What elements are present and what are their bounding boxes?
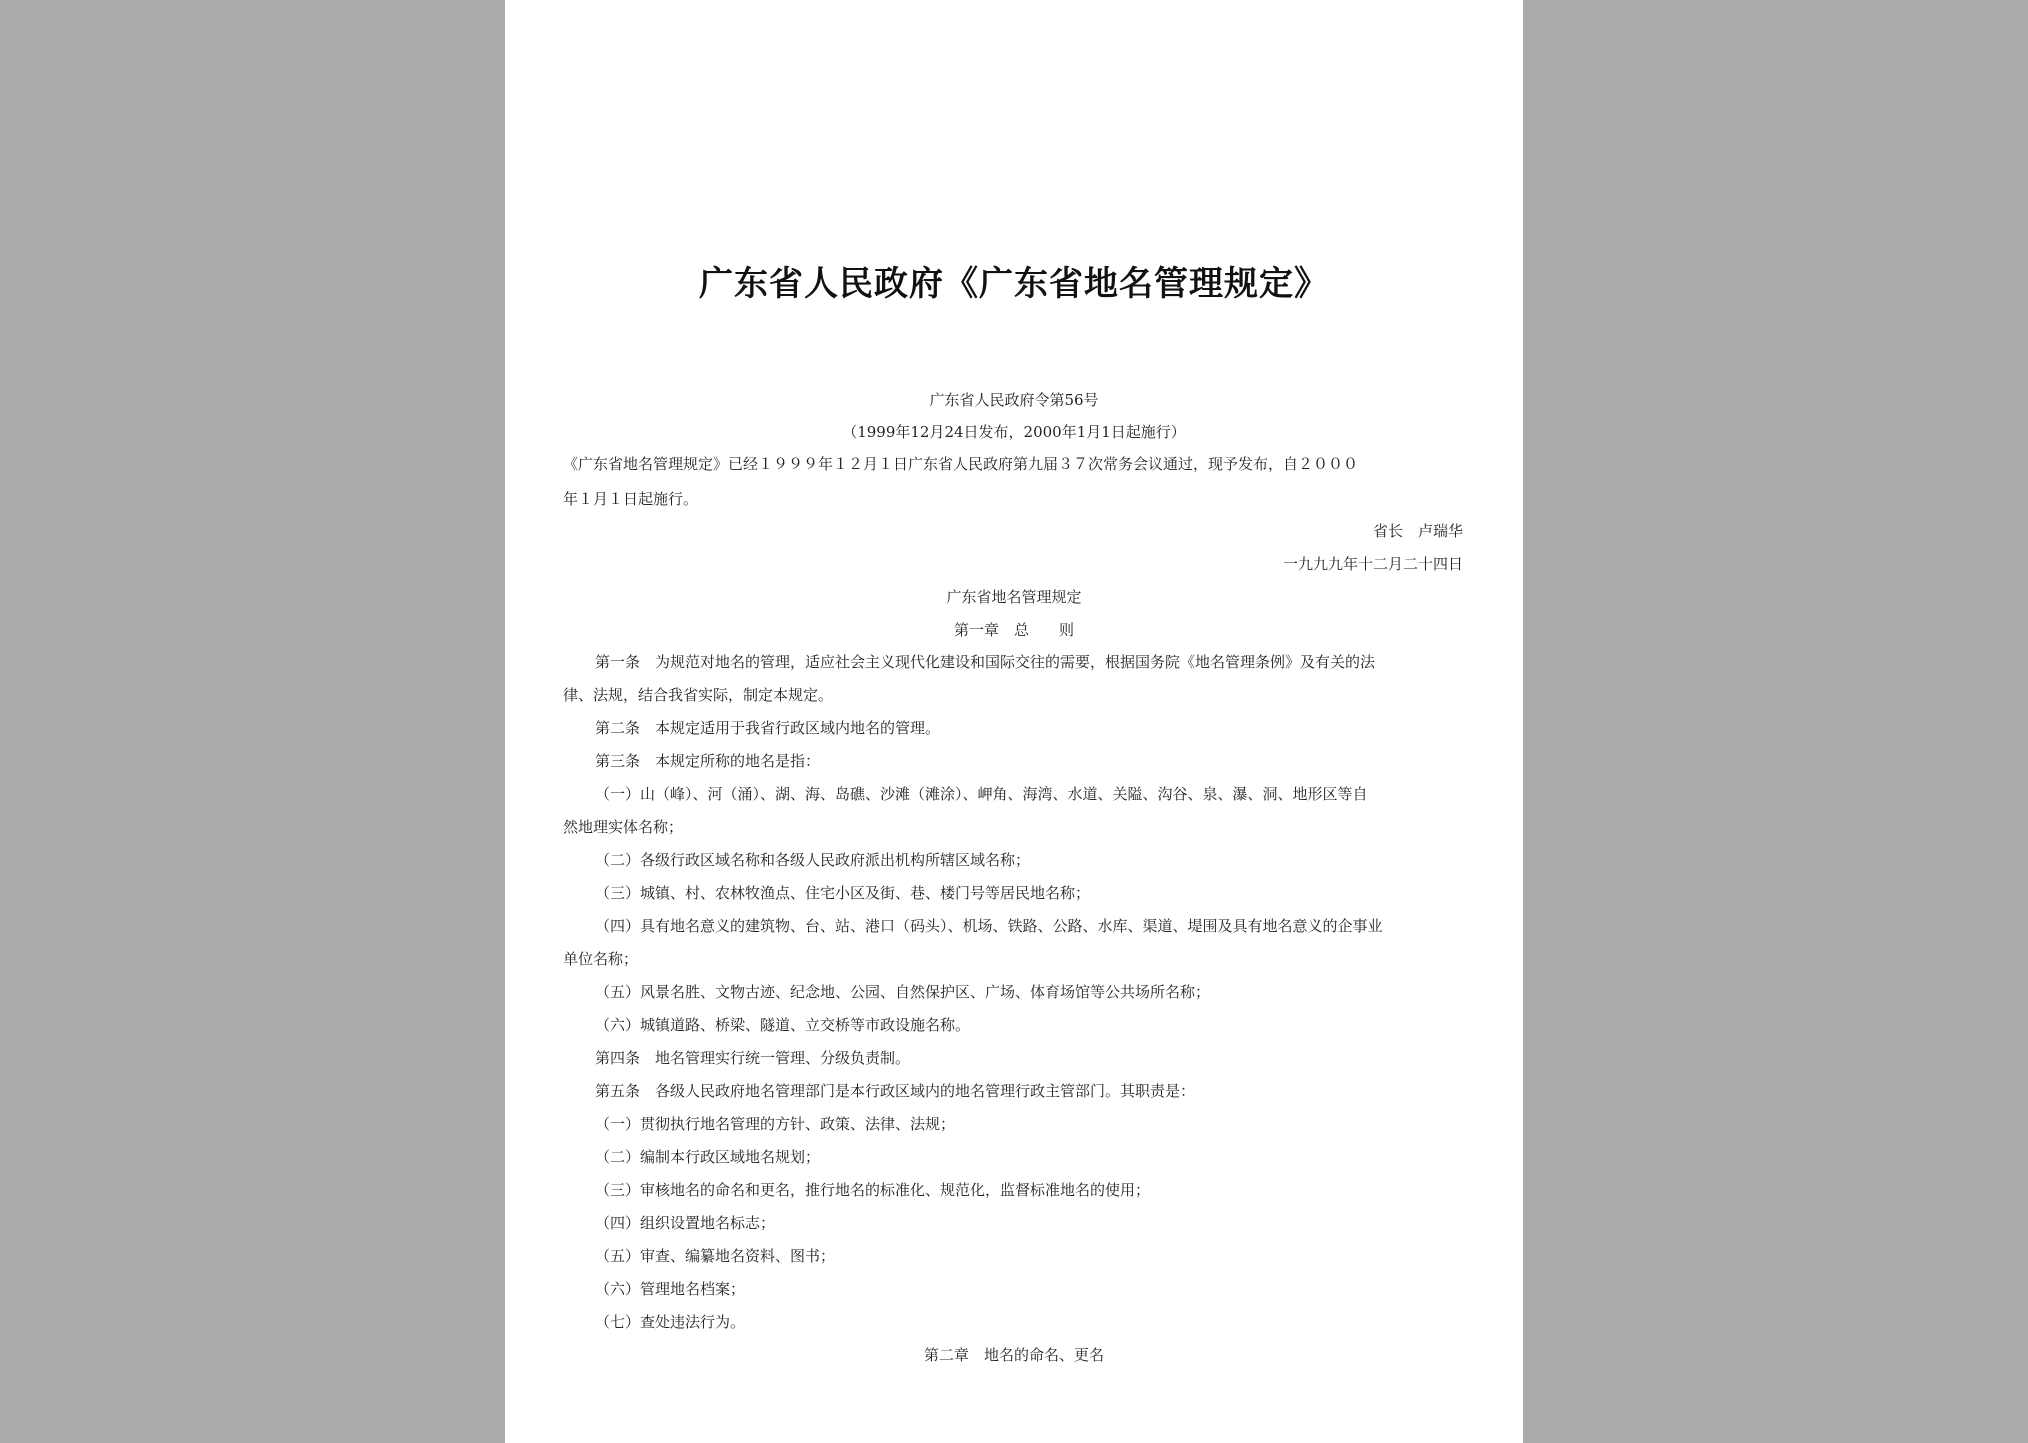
preamble-line-1: 《广东省地名管理规定》已经１９９９年１２月１日广东省人民政府第九届３７次常务会议通过，现予发布，自２０００ — [563, 455, 1359, 473]
publish-dates: （1999年12月24日发布，2000年1月1日起施行） — [842, 423, 1186, 441]
chapter-2-heading: 第二章 地名的命名、更名 — [923, 1346, 1104, 1364]
article-4: 第四条 地名管理实行统一管理、分级负责制。 — [595, 1049, 911, 1067]
document-page — [505, 0, 1523, 1443]
article-5-item-3: （三）审核地名的命名和更名，推行地名的标准化、规范化，监督标准地名的使用； — [595, 1181, 1151, 1199]
article-5-item-1: （一）贯彻执行地名管理的方针、政策、法律、法规； — [595, 1115, 956, 1133]
article-5-item-6: （六）管理地名档案； — [595, 1280, 746, 1298]
article-3-item-1-line-1: （一）山（峰）、河（涌）、湖、海、岛礁、沙滩（滩涂）、岬角、海湾、水道、关隘、沟谷、泉、瀑、洞、地形区等自 — [595, 785, 1368, 803]
document-title: 广东省人民政府《广东省地名管理规定》 — [699, 264, 1329, 304]
article-2: 第二条 本规定适用于我省行政区域内地名的管理。 — [595, 719, 941, 737]
article-3-item-2: （二）各级行政区域名称和各级人民政府派出机构所辖区域名称； — [595, 851, 1031, 869]
article-5-item-2: （二）编制本行政区域地名规划； — [595, 1148, 821, 1166]
article-3-item-3: （三）城镇、村、农林牧渔点、住宅小区及街、巷、楼门号等居民地名称； — [595, 884, 1091, 902]
sign-date: 一九九九年十二月二十四日 — [1282, 555, 1463, 573]
article-5-item-7: （七）查处违法行为。 — [595, 1313, 746, 1331]
regulation-title: 广东省地名管理规定 — [946, 588, 1082, 606]
article-1-line-1: 第一条 为规范对地名的管理，适应社会主义现代化建设和国际交往的需要，根据国务院《地名管理条例》及有关的法 — [595, 653, 1376, 671]
order-number: 广东省人民政府令第56号 — [929, 391, 1099, 409]
signer: 省长 卢瑞华 — [1372, 522, 1463, 540]
chapter-1-heading: 第一章 总 则 — [953, 621, 1074, 639]
preamble-line-2: 年１月１日起施行。 — [563, 490, 699, 508]
article-5-item-4: （四）组织设置地名标志； — [595, 1214, 776, 1232]
article-3-item-5: （五）风景名胜、文物古迹、纪念地、公园、自然保护区、广场、体育场馆等公共场所名称； — [595, 983, 1211, 1001]
article-3: 第三条 本规定所称的地名是指： — [595, 752, 821, 770]
article-5: 第五条 各级人民政府地名管理部门是本行政区域内的地名管理行政主管部门。其职责是： — [595, 1082, 1196, 1100]
article-3-item-4-line-2: 单位名称； — [563, 950, 639, 968]
article-1-line-2: 律、法规，结合我省实际，制定本规定。 — [563, 686, 834, 704]
article-3-item-4-line-1: （四）具有地名意义的建筑物、台、站、港口（码头）、机场、铁路、公路、水库、渠道、堤围及具有地名意义的企事业 — [595, 917, 1383, 935]
article-5-item-5: （五）审查、编纂地名资料、图书； — [595, 1247, 836, 1265]
article-3-item-1-line-2: 然地理实体名称； — [563, 818, 684, 836]
article-3-item-6: （六）城镇道路、桥梁、隧道、立交桥等市政设施名称。 — [595, 1016, 971, 1034]
